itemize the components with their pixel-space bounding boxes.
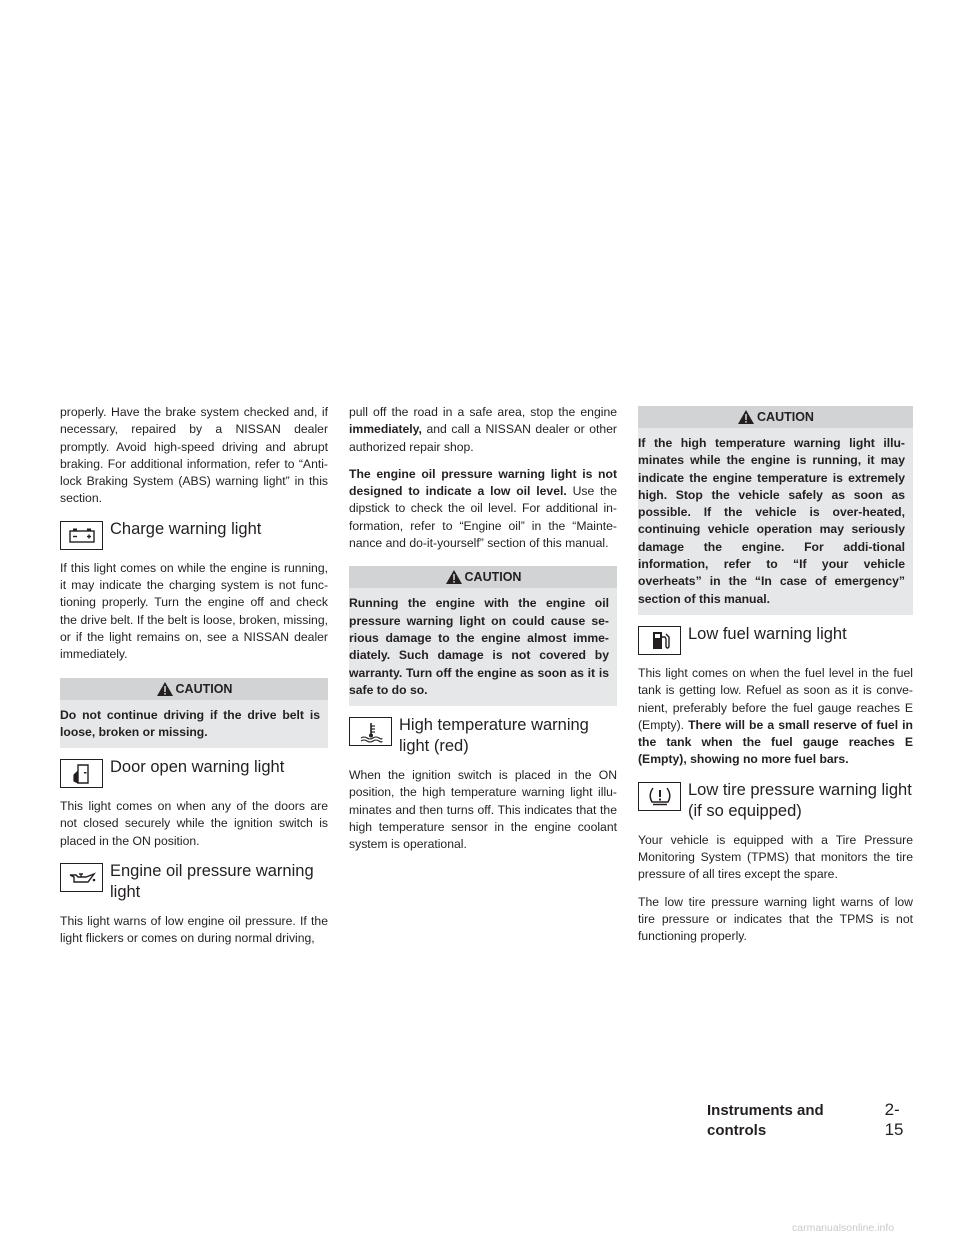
low-fuel-text xyxy=(638,665,913,769)
charge-warning-text: If this light comes on while the engine is running, it may indicate the charging system is not func-tioning properly. Turn the engine off and check the drive belt. If the belt is loose, broken, missing, or if the light remains on, see a NISSAN dealer immediately. xyxy=(60,560,328,662)
high-temp-title: High temperature warning light (red) xyxy=(399,716,589,756)
caution-box-drive-belt xyxy=(60,678,328,749)
column-left xyxy=(60,404,328,958)
watermark: carmanualsonline.info xyxy=(792,1222,895,1234)
caution-label: CAUTION xyxy=(175,681,233,696)
door-open-title: Door open warning light xyxy=(110,758,285,777)
caution-box-oil xyxy=(349,566,617,706)
column-middle xyxy=(349,404,617,864)
warning-triangle-icon xyxy=(737,409,755,425)
column-right xyxy=(638,404,913,956)
oil-continued-text-end: and call a NISSAN dealer or other authorized repair shop. xyxy=(349,422,617,454)
oil-can-icon xyxy=(60,863,103,892)
low-tire-heading xyxy=(638,779,913,822)
high-temp-heading xyxy=(349,714,617,757)
caution-text: Do not continue driving if the drive belt is loose, broken or missing. xyxy=(60,707,320,739)
door-open-icon xyxy=(60,759,103,788)
fuel-pump-icon xyxy=(638,626,681,655)
battery-icon xyxy=(60,521,103,550)
warning-triangle-icon xyxy=(156,681,174,697)
caution-box-high-temp xyxy=(638,406,913,615)
low-tire-text-1: Your vehicle is equipped with a Tire Pressure Monitoring System (TPMS) that monitors the tire pressure of all tires except the spare. xyxy=(638,832,913,882)
oil-pressure-text: This light warns of low engine oil pressure. If the light flickers or comes on during normal driving, xyxy=(60,914,328,946)
low-fuel-title: Low fuel warning light xyxy=(688,624,847,643)
low-fuel-text-regular: This light comes on when the fuel level in the fuel tank is getting low. Refuel as soon as it is conve-nient, preferably before the fuel gauge reaches E (Empty). xyxy=(638,665,913,732)
door-open-heading xyxy=(60,756,328,788)
caution-text: If the high temperature warning light illu-minates while the engine is running, it may indicate the engine temperature is extremely high. Stop the vehicle safely as soon as possible. If the vehicle is over-heated, continuing vehicle operation may seriously damage the engine. For addi-tional information, refer to “If your vehicle overheats” in the “In case of emergency” section of this manual. xyxy=(638,436,905,606)
charge-warning-heading xyxy=(60,518,328,550)
intro-paragraph: properly. Have the brake system checked and, if necessary, repaired by a NISSAN dealer promptly. Avoid high-speed driving and abrupt braking. For additional information, refer to “Anti-lock Braking System (ABS) warning light” in this section. xyxy=(60,405,328,506)
charge-warning-title: Charge warning light xyxy=(110,519,262,538)
oil-level-paragraph xyxy=(349,466,617,552)
tire-pressure-icon xyxy=(638,782,681,811)
oil-continued-bold: immediately, xyxy=(349,422,422,437)
caution-header xyxy=(60,678,328,700)
caution-header xyxy=(349,566,617,588)
low-tire-title: Low tire pressure warning light (if so equipped) xyxy=(688,780,912,820)
caution-header xyxy=(638,406,913,428)
oil-continued-paragraph xyxy=(349,404,617,456)
footer-section-title: Instruments and controls xyxy=(707,1102,824,1139)
high-temp-text: When the ignition switch is placed in the ON position, the high temperature warning light illu-minates and then turns off. This indicates that the high temperature sensor in the engine coolant system is operational. xyxy=(349,768,617,852)
oil-pressure-title: Engine oil pressure warning light xyxy=(110,862,314,902)
low-fuel-text-bold: There will be a small reserve of fuel in the tank when the fuel gauge reaches E (Empty), showing no more fuel bars. xyxy=(638,717,913,767)
door-open-text: This light comes on when any of the doors are not closed securely while the ignition switch is placed in the ON position. xyxy=(60,799,328,848)
page-footer xyxy=(707,1100,917,1141)
page-number: 2-15 xyxy=(884,1100,904,1139)
thermometer-icon xyxy=(349,717,392,746)
oil-level-text: Use the dipstick to check the oil level. For additional in-formation, refer to “Engine oil” in the “Mainte-nance and do-it-yourself” section of this manual. xyxy=(349,484,617,551)
caution-label: CAUTION xyxy=(757,410,814,424)
oil-pressure-heading xyxy=(60,860,328,903)
oil-level-bold: The engine oil pressure warning light is not designed to indicate a low oil level. xyxy=(349,466,617,499)
warning-triangle-icon xyxy=(445,569,463,585)
low-fuel-heading xyxy=(638,623,913,655)
oil-continued-text: pull off the road in a safe area, stop the engine xyxy=(349,405,617,419)
caution-label: CAUTION xyxy=(464,570,522,585)
low-tire-text-2: The low tire pressure warning light warns of low tire pressure or indicates that the TPMS is not functioning properly. xyxy=(638,894,913,944)
caution-text: Running the engine with the engine oil pressure warning light on could cause se-rious damage to the engine almost imme-diately. Such damage is not covered by warranty. Turn off the engine as soon as it is safe to do so. xyxy=(349,596,609,697)
